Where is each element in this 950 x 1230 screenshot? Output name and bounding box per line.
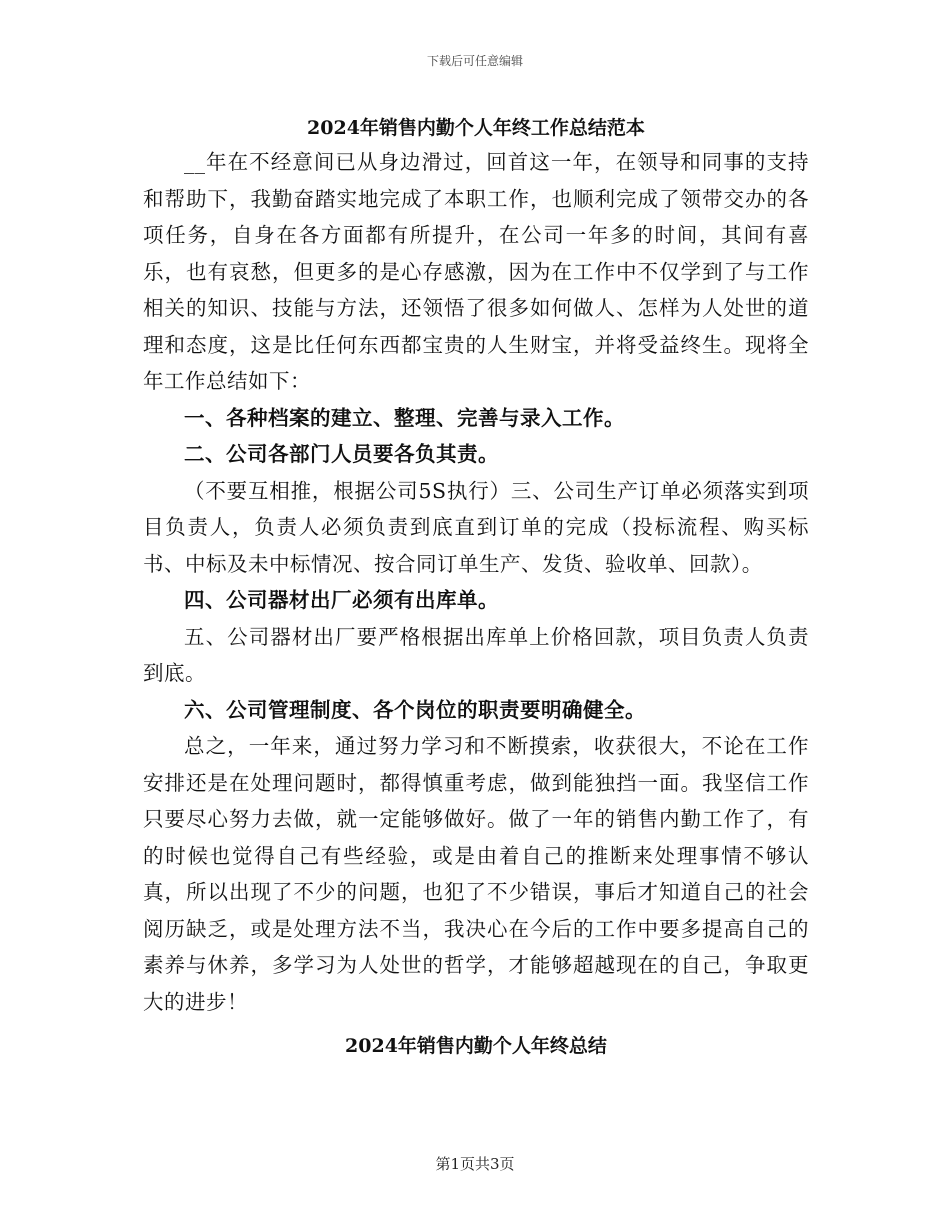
- section-paragraph-3: （不要互相推，根据公司5S执行）三、公司生产订单必须落实到项目负责人，负责人必须负责到底直到订单的完成（投标流程、购买标书、中标及未中标情况、按合同订单生产、发货、验收单、回款）。: [143, 478, 809, 576]
- page-footer-number: 第1页共3页: [435, 1155, 515, 1173]
- section-heading-1: 一、各种档案的建立、整理、完善与录入工作。: [184, 405, 625, 430]
- section-heading-2: 二、公司各部门人员要各负其责。: [184, 442, 499, 466]
- section-heading-6: 六、公司管理制度、各个岗位的职责要明确健全。: [184, 697, 646, 722]
- document-subtitle: 2024年销售内勤个人年终总结: [345, 1035, 607, 1057]
- section-paragraph-5: 五、公司器材出厂要严格根据出库单上价格回款，项目负责人负责到底。: [143, 624, 809, 685]
- document-body: [143, 112, 809, 1064]
- intro-paragraph: __年在不经意间已从身边滑过，回首这一年，在领导和同事的支持和帮助下，我勤奋踏实地完成了本职工作，也顺利完成了领带交办的各项任务，自身在各方面都有所提升，在公司一年多的时间，其间有喜乐，也有哀愁，但更多的是心存感激，因为在工作中不仅学到了与工作相关的知识、技能与方法，还领悟了很多如何做人、怎样为人处世的道理和态度，这是比任何东西都宝贵的人生财宝，并将受益终生。现将全年工作总结如下：: [143, 150, 809, 393]
- section-heading-4: 四、公司器材出厂必须有出库单。: [184, 588, 499, 612]
- conclusion-paragraph: 总之，一年来，通过努力学习和不断摸索，收获很大，不论在工作安排还是在处理问题时，都得慎重考虑，做到能独挡一面。我坚信工作只要尽心努力去做，就一定能够做好。做了一年的销售内勤工作了，有的时候也觉得自己有些经验，或是由着自己的推断来处理事情不够认真，所以出现了不少的问题，也犯了不少错误，事后才知道自己的社会阅历缺乏，或是处理方法不当，我决心在今后的工作中要多提高自己的素养与休养，多学习为人处世的哲学，才能够超越现在的自己，争取更大的进步！: [143, 734, 809, 1014]
- page-header-note: 下载后可任意编辑: [426, 54, 523, 68]
- document-title: 2024年销售内勤个人年终工作总结范本: [307, 117, 645, 139]
